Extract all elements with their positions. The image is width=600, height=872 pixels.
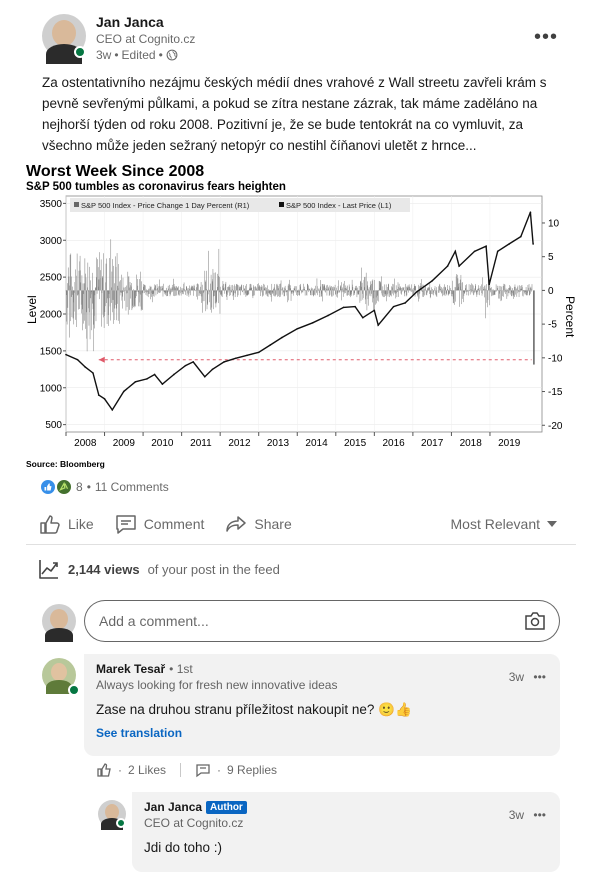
last-price-point: [77, 359, 79, 361]
last-price-point: [173, 374, 175, 376]
last-price-point: [212, 369, 214, 371]
y-left-tick-label: 2000: [39, 309, 62, 321]
comment-time: 3w •••: [508, 670, 546, 684]
last-price-point: [497, 251, 499, 253]
like-button[interactable]: [38, 512, 94, 536]
globe-icon: [166, 49, 178, 61]
post-analytics-row[interactable]: [38, 558, 280, 580]
x-tick-label: 2009: [112, 438, 135, 449]
caret-down-icon: [546, 520, 558, 528]
y-right-tick-label: 5: [548, 252, 554, 264]
share-label: Share: [254, 516, 292, 532]
x-tick-label: 2012: [228, 438, 251, 449]
last-price-point: [258, 352, 260, 354]
comment-icon: [114, 512, 138, 536]
reply-author-name[interactable]: Jan Janca: [144, 800, 203, 814]
social-counts[interactable]: [40, 478, 169, 496]
legend-last-price: S&P 500 Index - Last Price (L1): [286, 201, 392, 210]
views-suffix: of your post in the feed: [147, 561, 280, 577]
current-user-avatar: [42, 604, 76, 638]
analytics-trend-icon: [38, 558, 60, 580]
comment-likes-count[interactable]: 2 Likes: [128, 763, 167, 777]
connection-degree: • 1st: [169, 662, 193, 676]
last-price-point: [65, 354, 67, 356]
legend-daily-change: S&P 500 Index - Price Change 1 Day Percent (R1): [81, 201, 250, 210]
x-tick-label: 2008: [74, 438, 97, 449]
x-tick-label: 2010: [151, 438, 174, 449]
y-axis-label-right: Percent: [563, 296, 577, 338]
last-price-point: [162, 383, 164, 385]
last-price-point: [296, 328, 298, 330]
thumbs-up-icon: [38, 512, 62, 536]
y-right-tick-label: -10: [548, 353, 563, 365]
see-translation-link[interactable]: See translation: [96, 726, 183, 740]
add-comment-row: [42, 600, 562, 642]
legend-swatch-last-price: [279, 202, 284, 207]
chart-title: Worst Week Since 2008: [26, 163, 205, 180]
sp500-chart: [25, 160, 577, 470]
y-left-tick-label: 3500: [39, 198, 62, 210]
chart-source: Source: Bloomberg: [26, 459, 105, 469]
comments-count[interactable]: 11 Comments: [94, 480, 169, 494]
y-left-tick-label: 1000: [39, 383, 62, 395]
celebrate-reaction-icon: [56, 479, 72, 495]
author-badge: Author: [206, 801, 247, 814]
last-price-point: [111, 409, 113, 411]
y-left-tick-label: 500: [45, 420, 62, 432]
last-price-point: [447, 265, 449, 267]
post-more-options-icon[interactable]: •••: [533, 26, 558, 48]
last-price-point: [532, 243, 534, 245]
commenter-name[interactable]: Marek Tesař: [96, 662, 166, 676]
last-price-point: [431, 280, 433, 282]
last-price-point: [474, 251, 476, 253]
last-price-point: [374, 310, 376, 312]
reply-time: 3w •••: [508, 808, 546, 822]
last-price-point: [269, 344, 271, 346]
reaction-count[interactable]: 8: [76, 480, 83, 494]
last-price-point: [393, 306, 395, 308]
x-tick-label: 2016: [382, 438, 405, 449]
last-price-point: [204, 376, 206, 378]
chart-legend: [70, 198, 410, 212]
reply-icon[interactable]: [195, 762, 211, 778]
views-count: 2,144 views: [68, 561, 140, 577]
x-tick-label: 2011: [190, 438, 212, 449]
last-price-point: [458, 265, 460, 267]
bullet-separator: •: [86, 480, 91, 494]
comment-actions: · 2 Likes · 9 Replies: [96, 762, 277, 778]
post-action-bar: [38, 508, 568, 540]
last-price-point: [104, 398, 106, 400]
author-name[interactable]: Jan Janca: [96, 14, 164, 30]
post-age: 3w: [96, 48, 112, 62]
last-price-point: [343, 307, 345, 309]
last-price-point: [281, 337, 283, 339]
y-right-tick-label: -15: [548, 387, 563, 399]
like-reaction-icon: [40, 479, 56, 495]
y-right-tick-label: 10: [548, 218, 560, 230]
chart-image[interactable]: [25, 160, 577, 470]
reply-card: [132, 792, 560, 872]
last-price-point: [154, 374, 156, 376]
comment-input-placeholder: Add a comment...: [99, 613, 209, 629]
y-left-tick-label: 3000: [39, 235, 62, 247]
comment-text: Zase na druhou stranu příležitost nakoupit ne? 🙂👍: [96, 702, 412, 717]
last-price-point: [488, 284, 490, 286]
last-price-point: [235, 357, 237, 359]
reply-text: Jdi do toho :): [144, 840, 223, 855]
post-meta: 3w • Edited •: [96, 48, 178, 62]
x-tick-label: 2013: [266, 438, 290, 449]
y-right-tick-label: -5: [548, 319, 557, 331]
comment-input[interactable]: [84, 600, 560, 642]
online-status-indicator: [74, 46, 86, 58]
last-price-point: [185, 365, 187, 367]
x-tick-label: 2017: [421, 438, 444, 449]
last-price-point: [377, 324, 379, 326]
last-price-point: [520, 236, 522, 238]
y-right-tick-label: -20: [548, 420, 563, 432]
thumbs-up-icon[interactable]: [96, 762, 112, 778]
last-price-point: [223, 361, 225, 363]
share-button[interactable]: [224, 512, 291, 536]
y-axis-label-left: Level: [25, 295, 39, 324]
x-tick-label: 2014: [305, 438, 328, 449]
last-price-point: [485, 245, 487, 247]
share-arrow-icon: [224, 512, 248, 536]
camera-icon[interactable]: [525, 612, 545, 630]
x-tick-label: 2019: [498, 438, 521, 449]
last-price-point: [454, 251, 456, 253]
last-price-point: [98, 394, 100, 396]
like-label: Like: [68, 516, 94, 532]
comment-button[interactable]: [114, 512, 205, 536]
x-tick-label: 2015: [343, 438, 367, 449]
reply-more-options-icon[interactable]: •••: [533, 808, 546, 822]
last-price-point: [192, 361, 194, 363]
commenter-headline: Always looking for fresh new innovative ideas: [96, 678, 338, 692]
comment-more-options-icon[interactable]: •••: [533, 670, 546, 684]
sort-comments-dropdown[interactable]: [451, 516, 558, 532]
post-text: Za ostentativního nezájmu českých médií dnes vrahové z Wall streetu zavřeli krám s pevně sevřenými půlkami, a pokud se zítra nestane zázrak, tak máme zaděláno na nejhorší týden od roku 2008. Pozitivní je, že se bude tentokrát na co vymluvit, za všechno může jeden sežraný netopýr co nestihl číňanovi uletět z hrnce...: [42, 75, 547, 153]
comment-replies-count[interactable]: 9 Replies: [227, 763, 278, 777]
y-left-tick-label: 1500: [39, 346, 62, 358]
last-price-point: [362, 317, 364, 319]
comment-label: Comment: [143, 516, 205, 532]
sort-label: Most Relevant: [450, 516, 540, 532]
last-price-point: [508, 243, 510, 245]
x-tick-label: 2018: [459, 438, 482, 449]
last-price-point: [135, 381, 137, 383]
last-price-point: [146, 378, 148, 380]
divider: [26, 544, 576, 545]
last-price-point: [92, 372, 94, 374]
comment-card: [84, 654, 560, 756]
post-edited-label: Edited: [121, 48, 156, 62]
last-price-point: [84, 366, 86, 368]
last-price-point: [530, 211, 532, 213]
last-price-point: [123, 391, 125, 393]
post-header: [42, 14, 582, 62]
last-price-point: [416, 291, 418, 293]
chart-subtitle: S&P 500 tumbles as coronavirus fears heighten: [26, 181, 286, 193]
y-right-tick-label: 0: [548, 285, 554, 297]
y-left-tick-label: 2500: [39, 272, 62, 284]
reply-author-headline: CEO at Cognito.cz: [144, 816, 244, 830]
last-price-point: [354, 306, 356, 308]
last-price-point: [327, 315, 329, 317]
online-status-indicator: [116, 818, 126, 828]
legend-swatch-daily-change: [74, 202, 79, 207]
last-price-point: [312, 322, 314, 324]
last-price-point: [404, 302, 406, 304]
author-headline: CEO at Cognito.cz: [96, 32, 196, 46]
online-status-indicator: [68, 684, 80, 696]
last-price-point: [246, 355, 248, 357]
